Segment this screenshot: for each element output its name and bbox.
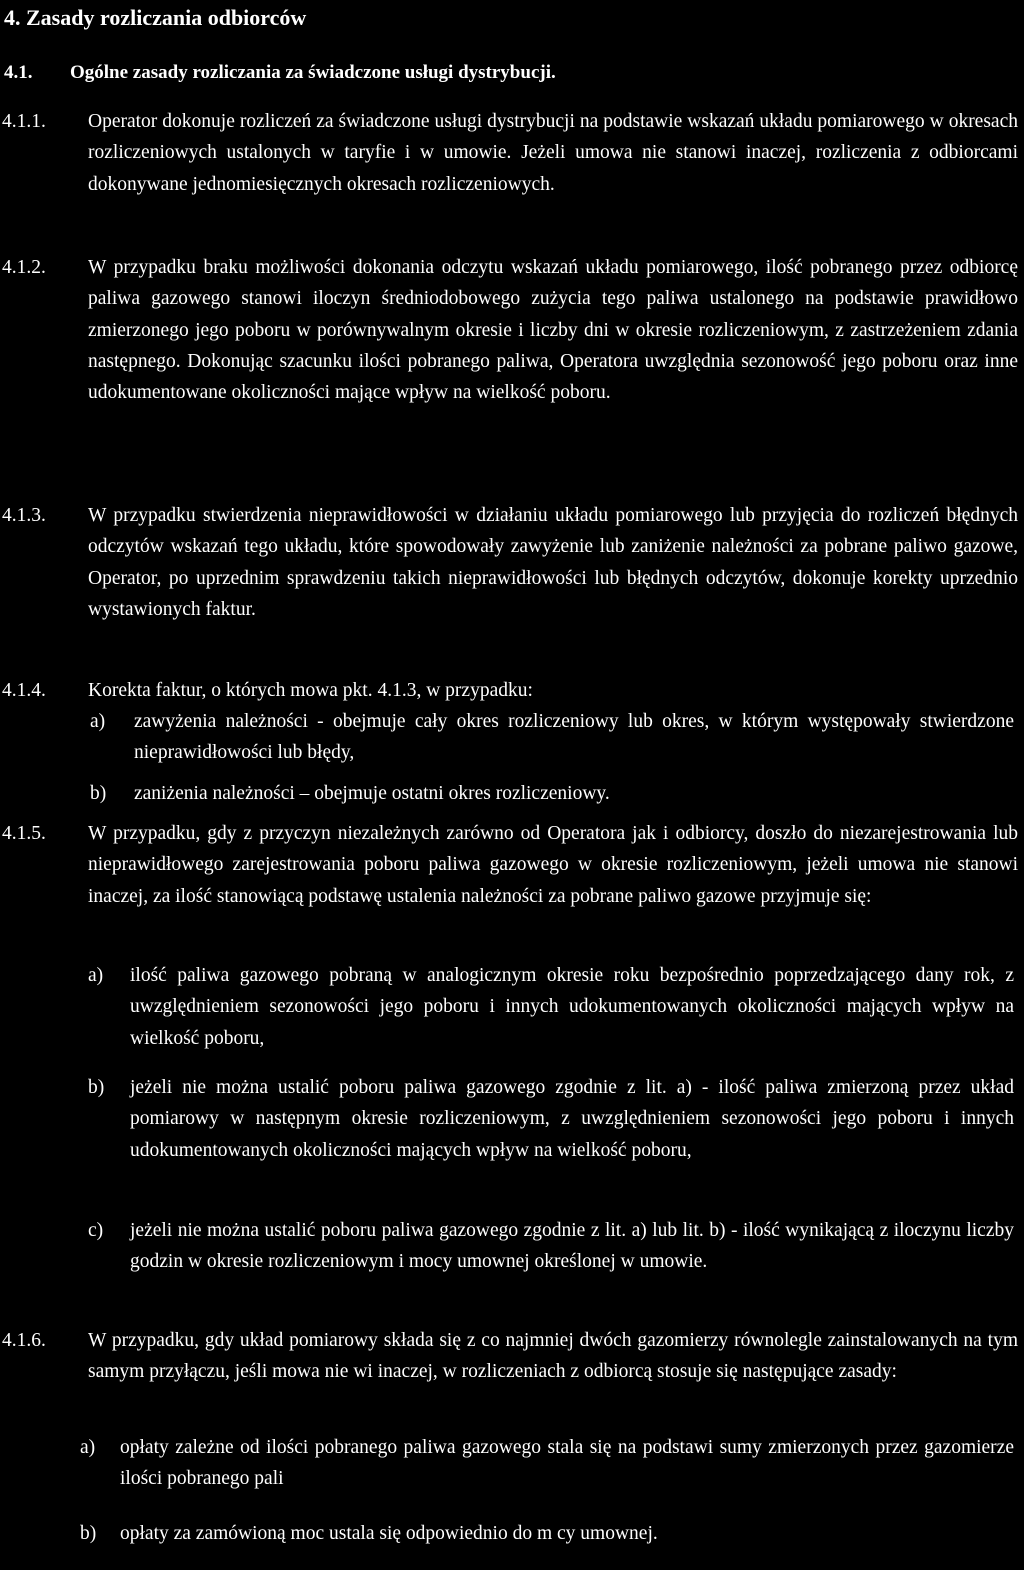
paragraph-number: 4.1.2.: [2, 257, 46, 278]
list-item-letter: c): [88, 1220, 104, 1241]
list-item: [0, 1072, 1020, 1200]
paragraph-text: W przypadku braku możliwości dokonania odczytu wskazań układu pomiarowego, ilość pobranego przez odbiorcę paliwa gazowego stanowi iloczyn średniodobowego zużycia tego paliwa ustalonego na podstawie prawidłowo zmierzonego jego poboru w porównywalnym okresie i liczby dni w okresie rozliczeniowym, z zastrzeżeniem zdania następnego. Dokonując szacunku ilości pobranego paliwa, Operatora uwzględnia sezonowość jego poboru oraz inne udokumentowane okoliczności mające wpływ na wielkość poboru.: [88, 257, 1018, 404]
paragraph-number: 4.1.5.: [2, 823, 46, 844]
list-item-letter: a): [88, 965, 104, 986]
subsection-number: 4.1.: [4, 62, 33, 83]
list-item: [0, 960, 1020, 1056]
list-item-letter: a): [80, 1437, 96, 1458]
list-item-text: opłaty zależne od ilości pobranego paliwa gazowego stala się na podstawi sumy zmierzonych przez gazomierze ilości pobranego pali: [120, 1437, 1014, 1490]
list-item-text: ilość paliwa gazowego pobraną w analogicznym okresie roku bezpośrednio poprzedzającego dany rok, z uwzględnieniem sezonowości jego poboru i innych udokumentowanych okoliczności mających wpływ na wielkość poboru,: [130, 965, 1014, 1049]
paragraph-text: Korekta faktur, o których mowa pkt. 4.1.3, w przypadku:: [88, 680, 533, 701]
paragraph-4-1-3: [0, 500, 1020, 665]
paragraph-number: 4.1.3.: [2, 505, 46, 526]
subsection-title: Ogólne zasady rozliczania za świadczone usługi dystrybucji.: [70, 62, 556, 83]
list-item: [0, 1215, 1020, 1311]
list-item-text: zawyżenia należności - obejmuje cały okres rozliczeniowy lub okres, w którym występowały stwierdzone nieprawidłowości lub błędy,: [134, 711, 1014, 764]
list-item-letter: b): [90, 783, 107, 804]
section-heading: 4. Zasady rozliczania odbiorców: [4, 5, 307, 30]
list-item-text: jeżeli nie można ustalić poboru paliwa gazowego zgodnie z lit. a) - ilość paliwa zmierzoną przez układ pomiarowy w następnym okresie rozliczeniowym, z uwzględnieniem sezonowości jego poboru i innych udokumentowanych okoliczności mających wpływ na wielkość poboru,: [130, 1077, 1014, 1161]
paragraph-number: 4.1.6.: [2, 1330, 46, 1351]
list-item: [0, 1432, 1020, 1496]
subsection-heading: [4, 60, 556, 86]
paragraph-4-1-4: [0, 675, 1020, 707]
list-item-letter: b): [88, 1077, 105, 1098]
paragraph-number: 4.1.1.: [2, 111, 46, 132]
paragraph-4-1-2: [0, 252, 1020, 482]
paragraph-text: W przypadku, gdy układ pomiarowy składa się z co najmniej dwóch gazomierzy równolegle zainstalowanych na tym samym przyłączu, jeśli mowa nie wi inaczej, w rozliczeniach z odbiorcą stosuje się następujące zasady:: [88, 1330, 1018, 1383]
list-item-text: zaniżenia należności – obejmuje ostatni okres rozliczeniowy.: [134, 783, 610, 804]
list-item: [0, 1518, 1020, 1550]
paragraph-text: Operator dokonuje rozliczeń za świadczone usługi dystrybucji na podstawie wskazań układu pomiarowego w okresach rozliczeniowych ustalonych w taryfie i w umowie. Jeżeli umowa nie stanowi inaczej, rozliczenia z odbiorcami dokonywane jednomiesięcznych okresach rozliczeniowych.: [88, 111, 1018, 195]
list-item: [0, 778, 1020, 810]
list-item-text: opłaty za zamówioną moc ustala się odpowiednio do m cy umownej.: [120, 1523, 658, 1544]
paragraph-4-1-1: [0, 106, 1020, 234]
paragraph-4-1-6: [0, 1325, 1020, 1421]
paragraph-4-1-5: [0, 818, 1020, 946]
list-item-letter: b): [80, 1523, 97, 1544]
paragraph-text: W przypadku stwierdzenia nieprawidłowości w działaniu układu pomiarowego lub przyjęcia do rozliczeń błędnych odczytów wskazań tego układu, które spowodowały zawyżenie lub zaniżenie należności za pobrane paliwo gazowe, Operator, po uprzednim sprawdzeniu takich nieprawidłowości lub błędnych odczytów, dokonuje korekty uprzednio wystawionych faktur.: [88, 505, 1018, 620]
list-item: [0, 706, 1020, 770]
list-item-letter: a): [90, 711, 106, 732]
paragraph-number: 4.1.4.: [2, 680, 46, 701]
list-item-text: jeżeli nie można ustalić poboru paliwa gazowego zgodnie z lit. a) lub lit. b) - ilość wynikającą z iloczynu liczby godzin w okresie rozliczeniowym i mocy umownej określonej w umowie.: [130, 1220, 1014, 1273]
paragraph-text: W przypadku, gdy z przyczyn niezależnych zarówno od Operatora jak i odbiorcy, doszło do niezarejestrowania lub nieprawidłowego zarejestrowania poboru paliwa gazowego w okresie rozliczeniowym, jeżeli umowa nie stanowi inaczej, za ilość stanowiącą podstawę ustalenia należności za pobrane paliwo gazowe przyjmuje się:: [88, 823, 1018, 907]
